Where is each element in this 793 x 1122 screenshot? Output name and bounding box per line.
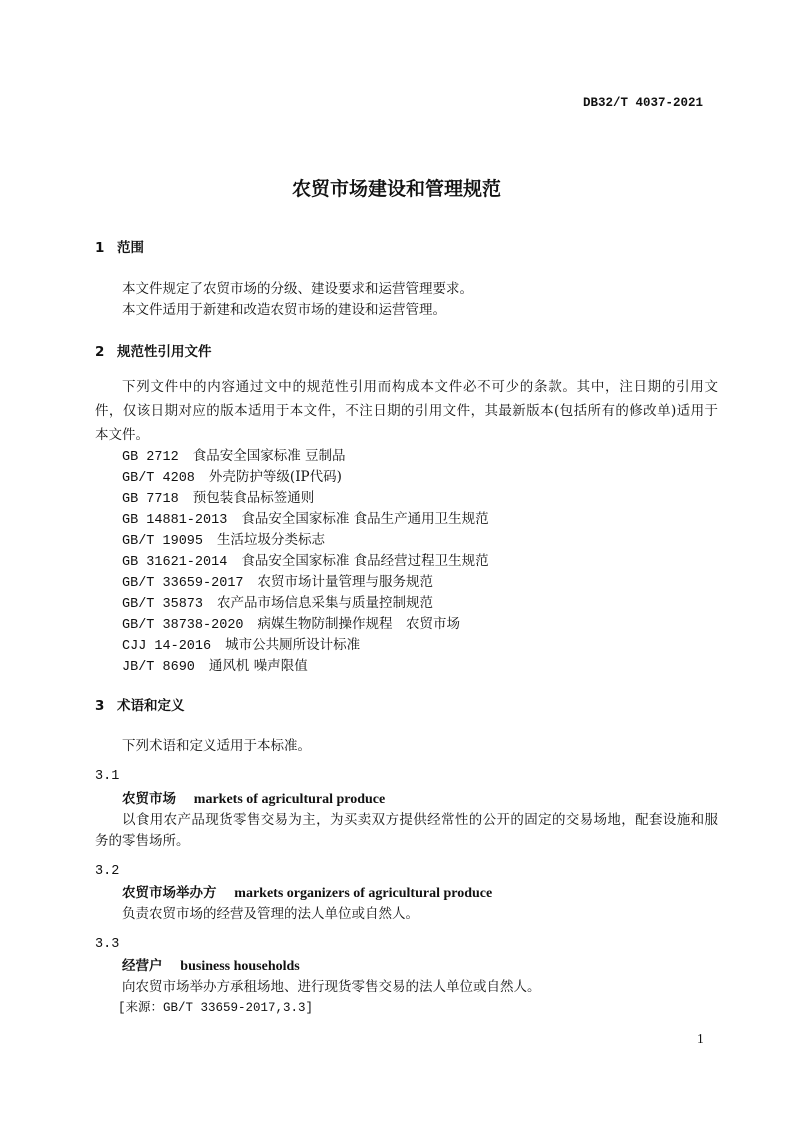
- reference-title: 农产品市场信息采集与质量控制规范: [217, 595, 434, 611]
- reference-item: [122, 657, 308, 677]
- reference-item: [122, 594, 433, 614]
- reference-title: 食品安全国家标准 豆制品: [192, 448, 346, 464]
- term-definition: 负责农贸市场的经营及管理的法人单位或自然人。: [122, 906, 419, 922]
- reference-code: CJJ 14-2016: [122, 639, 212, 654]
- reference-item: [122, 489, 314, 509]
- section-2-number: 2: [95, 344, 105, 360]
- reference-title: 食品安全国家标准 食品生产通用卫生规范: [241, 511, 489, 527]
- reference-code: GB/T 4208: [122, 471, 195, 486]
- body-text: 下列文件中的内容通过文中的规范性引用而构成本文件必不可少的条款。其中，注日期的引用文: [122, 379, 718, 395]
- term-number: 3.3: [95, 937, 120, 952]
- reference-title: 外壳防护等级(IP代码): [208, 469, 342, 485]
- reference-item: [122, 615, 460, 635]
- page-number: 1: [697, 1031, 704, 1046]
- body-text: 本文件规定了农贸市场的分级、建设要求和运营管理要求。: [122, 281, 473, 297]
- body-text: 下列术语和定义适用于本标准。: [122, 738, 311, 754]
- term-en: markets organizers of agricultural produce: [234, 886, 493, 901]
- reference-item: [122, 447, 346, 467]
- reference-code: GB/T 33659-2017: [122, 576, 244, 591]
- body-text: 件，仅该日期对应的版本适用于本文件，不注日期的引用文件，其最新版本(包括所有的修改单)适用于: [95, 403, 718, 419]
- reference-item: [122, 510, 489, 530]
- section-1-heading: 范围: [117, 240, 144, 256]
- reference-title: 农贸市场计量管理与服务规范: [257, 574, 434, 590]
- reference-item: [122, 552, 489, 572]
- reference-title: 生活垃圾分类标志: [217, 532, 326, 548]
- body-text: 本文件适用于新建和改造农贸市场的建设和运营管理。: [122, 302, 446, 318]
- term-definition: 向农贸市场举办方承租场地、进行现货零售交易的法人单位或自然人。: [122, 979, 541, 995]
- document-code: DB32/T 4037-2021: [582, 96, 703, 110]
- term-en: markets of agricultural produce: [193, 792, 386, 807]
- reference-title: 病媒生物防制操作规程 农贸市场: [257, 616, 461, 632]
- term-zh: 经营户: [122, 958, 163, 974]
- reference-code: GB/T 35873: [122, 597, 204, 612]
- term-en: business households: [180, 959, 300, 974]
- term-definition: 以食用农产品现货零售交易为主，为买卖双方提供经常性的公开的固定的交易场地，配套设施和服: [122, 812, 718, 828]
- reference-code: GB 7718: [122, 492, 179, 507]
- reference-title: 预包装食品标签通则: [192, 490, 315, 506]
- reference-code: GB 2712: [122, 450, 179, 465]
- reference-code: GB/T 19095: [122, 534, 204, 549]
- section-3-number: 3: [95, 698, 105, 714]
- section-3-heading: 术语和定义: [117, 698, 185, 714]
- reference-item: [122, 531, 325, 551]
- term-definition: 务的零售场所。: [95, 833, 190, 849]
- term-number: 3.1: [95, 769, 120, 784]
- body-text: 本文件。: [95, 427, 149, 443]
- reference-title: 通风机 噪声限值: [208, 658, 308, 674]
- reference-item: [122, 573, 433, 593]
- term-zh: 农贸市场: [122, 791, 176, 807]
- reference-code: GB/T 38738-2020: [122, 618, 244, 633]
- reference-title: 食品安全国家标准 食品经营过程卫生规范: [241, 553, 489, 569]
- term-source: [来源：GB/T 33659-2017,3.3]: [118, 1001, 314, 1015]
- reference-code: JB/T 8690: [122, 660, 195, 675]
- reference-code: GB 14881-2013: [122, 513, 228, 528]
- reference-code: GB 31621-2014: [122, 555, 228, 570]
- reference-item: [122, 468, 342, 488]
- term-number: 3.2: [95, 864, 120, 879]
- reference-title: 城市公共厕所设计标准: [225, 637, 361, 653]
- section-2-heading: 规范性引用文件: [117, 344, 212, 360]
- reference-item: [122, 636, 360, 656]
- page-title: 农贸市场建设和管理规范: [291, 178, 501, 200]
- section-1-number: 1: [95, 240, 105, 256]
- term-zh: 农贸市场举办方: [122, 885, 217, 901]
